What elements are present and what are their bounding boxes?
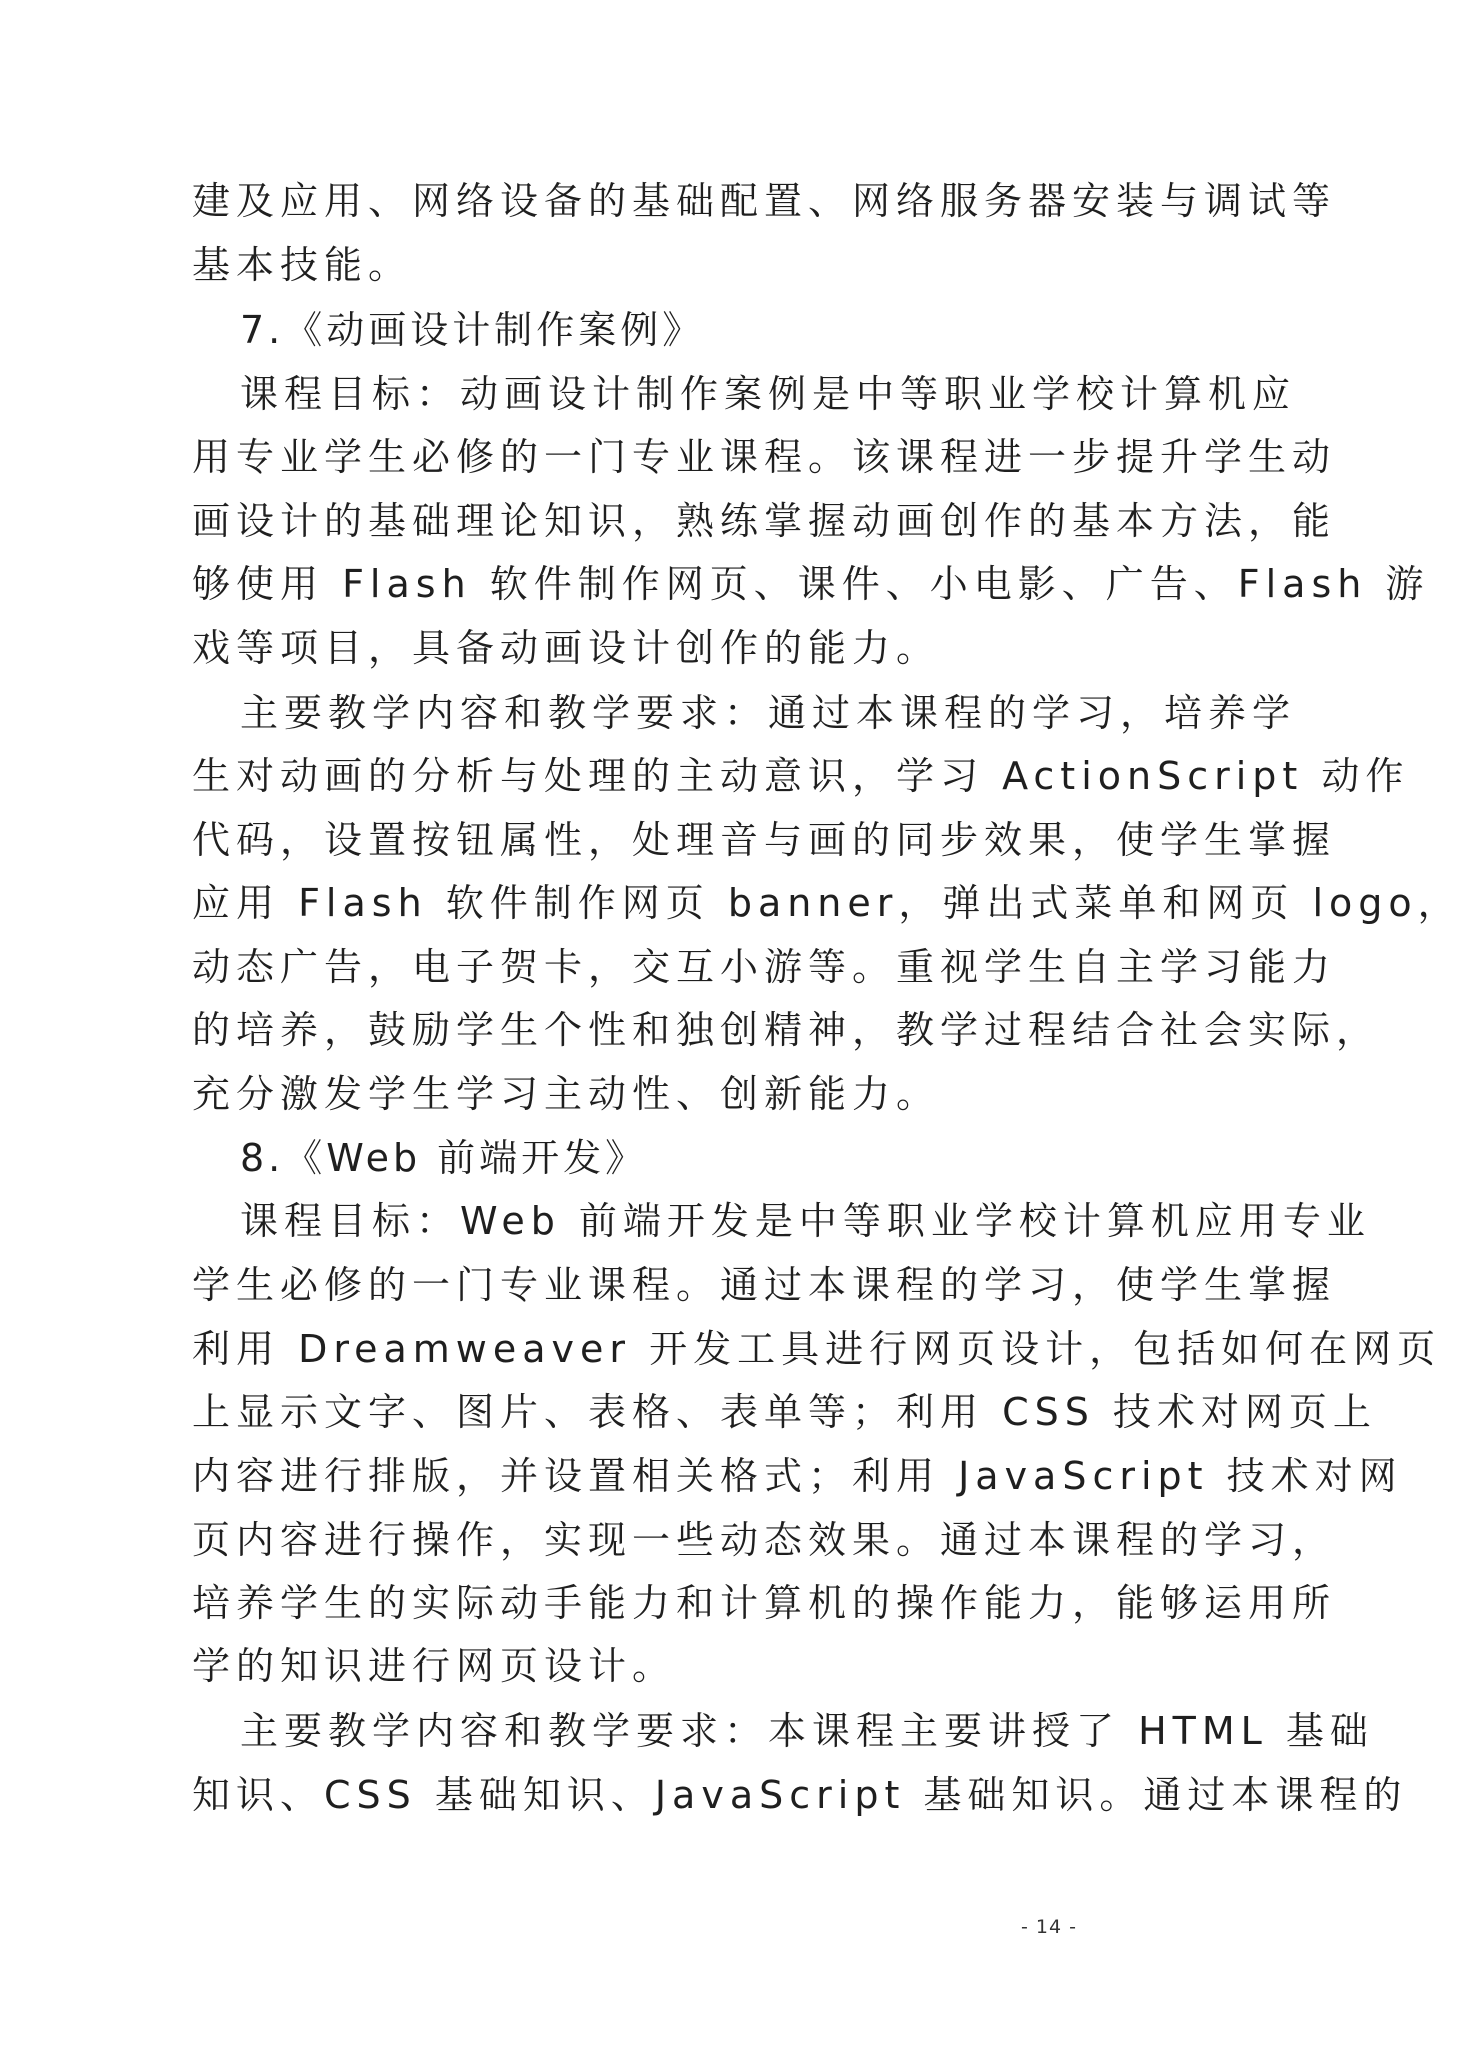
text-line-20: 上显示文字、图片、表格、表单等；利用 CSS 技术对网页上 xyxy=(192,1390,1377,1434)
page-number: - 14 - xyxy=(1021,1916,1077,1938)
text-line-4: 课程目标：动画设计制作案例是中等职业学校计算机应 xyxy=(240,372,1297,416)
text-line-12: 应用 Flash 软件制作网页 banner，弹出式菜单和网页 logo， xyxy=(192,881,1462,925)
text-line-11: 代码，设置按钮属性，处理音与画的同步效果，使学生掌握 xyxy=(192,818,1337,862)
text-line-5: 用专业学生必修的一门专业课程。该课程进一步提升学生动 xyxy=(192,435,1337,479)
section-heading-8: 8.《Web 前端开发》 xyxy=(240,1136,648,1180)
text-line-26: 知识、CSS 基础知识、JavaScript 基础知识。通过本课程的 xyxy=(192,1773,1408,1817)
text-line-2: 基本技能。 xyxy=(192,243,413,287)
text-line-25: 主要教学内容和教学要求：本课程主要讲授了 HTML 基础 xyxy=(240,1709,1374,1753)
text-line-7: 够使用 Flash 软件制作网页、课件、小电影、广告、Flash 游 xyxy=(192,562,1430,606)
text-line-23: 培养学生的实际动手能力和计算机的操作能力，能够运用所 xyxy=(192,1581,1337,1625)
text-line-14: 的培养，鼓励学生个性和独创精神，教学过程结合社会实际， xyxy=(192,1008,1381,1052)
text-line-10: 生对动画的分析与处理的主动意识，学习 ActionScript 动作 xyxy=(192,754,1410,798)
text-line-1: 建及应用、网络设备的基础配置、网络服务器安装与调试等 xyxy=(192,179,1337,223)
text-line-21: 内容进行排版，并设置相关格式；利用 JavaScript 技术对网 xyxy=(192,1454,1403,1498)
text-line-24: 学的知识进行网页设计。 xyxy=(192,1644,677,1688)
text-line-6: 画设计的基础理论知识，熟练掌握动画创作的基本方法，能 xyxy=(192,499,1337,543)
text-line-22: 页内容进行操作，实现一些动态效果。通过本课程的学习， xyxy=(192,1518,1337,1562)
text-line-18: 学生必修的一门专业课程。通过本课程的学习，使学生掌握 xyxy=(192,1263,1337,1307)
text-line-17: 课程目标：Web 前端开发是中等职业学校计算机应用专业 xyxy=(240,1199,1371,1243)
text-line-15: 充分激发学生学习主动性、创新能力。 xyxy=(192,1072,941,1116)
text-line-19: 利用 Dreamweaver 开发工具进行网页设计，包括如何在网页 xyxy=(192,1327,1442,1371)
text-line-13: 动态广告，电子贺卡，交互小游等。重视学生自主学习能力 xyxy=(192,945,1337,989)
text-line-8: 戏等项目，具备动画设计创作的能力。 xyxy=(192,626,941,670)
text-line-9: 主要教学内容和教学要求：通过本课程的学习，培养学 xyxy=(240,691,1297,735)
section-heading-7: 7.《动画设计制作案例》 xyxy=(240,308,705,352)
